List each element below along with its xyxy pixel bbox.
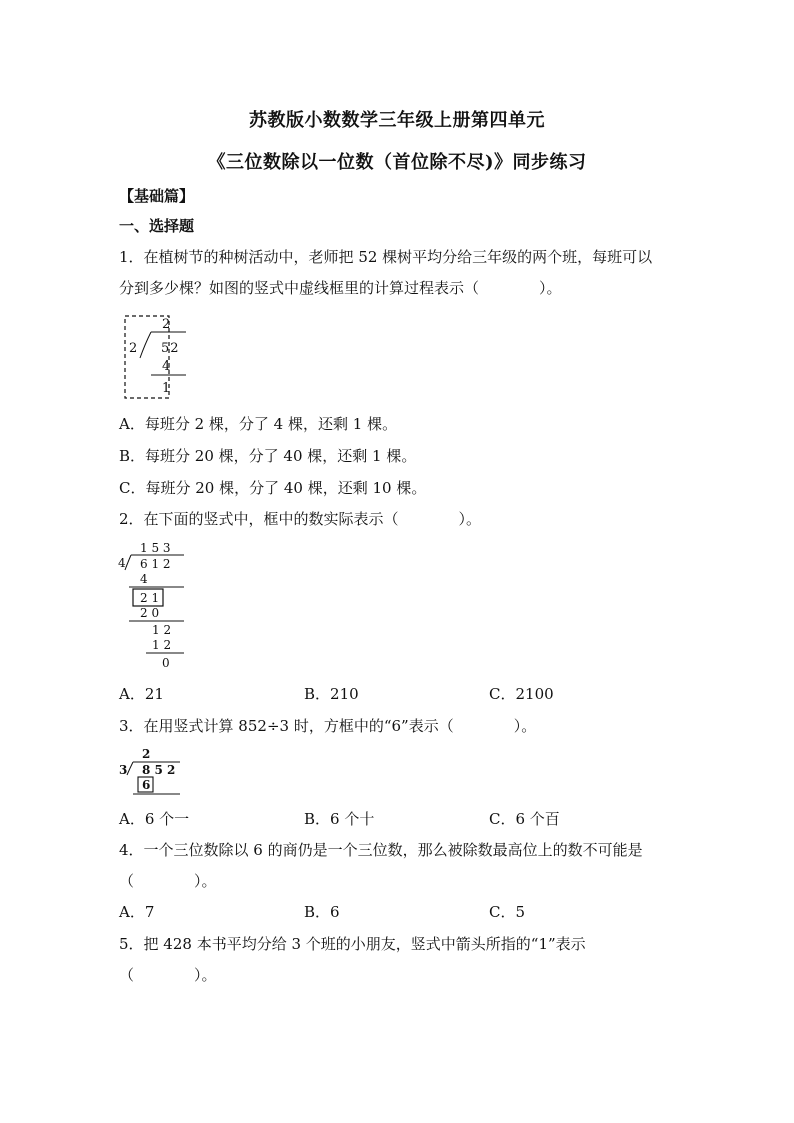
question-5-line2: （ ）。 xyxy=(119,966,217,984)
q2-step2: 2 0 xyxy=(140,606,160,620)
section-label: 【基础篇】 xyxy=(119,187,195,205)
question-3-option-a: A．6 个一 xyxy=(119,810,190,828)
q1-quotient: 2 xyxy=(162,317,171,332)
q1-product: 4 xyxy=(162,359,171,374)
q2-step1: 4 xyxy=(140,572,148,586)
question-3-line1: 3．在用竖式计算 852÷3 时，方框中的“6”表示（ ）。 xyxy=(119,717,537,735)
question-2-line1: 2．在下面的竖式中，框中的数实际表示（ ）。 xyxy=(119,510,482,528)
page-title-line1: 苏教版小数数学三年级上册第四单元 xyxy=(249,110,545,131)
question-2-option-a: A．21 xyxy=(119,685,164,703)
q3-quotient: 2 xyxy=(142,747,151,761)
q2-dividend: 6 1 2 xyxy=(140,557,171,571)
question-1-option-c: C．每班分 20 棵，分了 40 棵，还剩 10 棵。 xyxy=(119,479,427,497)
q2-step3: 1 2 xyxy=(152,623,172,637)
q2-step4: 1 2 xyxy=(152,638,172,652)
question-2-long-division-figure xyxy=(116,538,196,674)
q3-boxed-number: 6 xyxy=(142,778,151,792)
q2-bracket xyxy=(125,555,131,570)
question-3-option-c: C．6 个百 xyxy=(489,810,560,828)
question-1-line2: 分到多少棵？如图的竖式中虚线框里的计算过程表示（ ）。 xyxy=(119,279,562,297)
q1-remainder: 1 xyxy=(162,381,171,396)
q1-bracket xyxy=(140,332,151,358)
question-3-option-b: B．6 个十 xyxy=(304,810,375,828)
question-1-line1: 1．在植树节的种树活动中，老师把 52 棵树平均分给三年级的两个班，每班可以 xyxy=(119,248,653,266)
q1-divisor: 2 xyxy=(129,341,138,356)
question-4-option-c: C．5 xyxy=(489,903,526,921)
question-1-option-a: A．每班分 2 棵，分了 4 棵，还剩 1 棵。 xyxy=(119,415,398,433)
q1-dividend: 52 xyxy=(161,341,180,356)
q3-divisor: 3 xyxy=(119,763,128,777)
question-1-long-division-figure xyxy=(120,308,200,404)
q2-boxed-number: 2 1 xyxy=(140,591,160,605)
question-3-long-division-figure xyxy=(116,744,186,798)
part-label: 一、选择题 xyxy=(119,217,195,235)
q2-divisor: 4 xyxy=(118,556,126,570)
q3-bracket xyxy=(127,762,133,775)
question-2-option-b: B．210 xyxy=(304,685,359,703)
page-title-line2: 《三位数除以一位数（首位除不尽)》同步练习 xyxy=(207,152,587,173)
question-1-option-b: B．每班分 20 棵，分了 40 棵，还剩 1 棵。 xyxy=(119,447,417,465)
question-5-line1: 5．把 428 本书平均分给 3 个班的小朋友，竖式中箭头所指的“1”表示 xyxy=(119,935,586,953)
q2-final: 0 xyxy=(162,656,170,670)
question-4-line2: （ ）。 xyxy=(119,872,217,890)
q2-quotient: 1 5 3 xyxy=(140,541,171,555)
question-4-line1: 4．一个三位数除以 6 的商仍是一个三位数，那么被除数最高位上的数不可能是 xyxy=(119,841,643,859)
q3-dividend: 8 5 2 xyxy=(142,763,176,777)
question-4-option-a: A．7 xyxy=(119,903,155,921)
question-2-option-c: C．2100 xyxy=(489,685,554,703)
question-4-option-b: B．6 xyxy=(304,903,340,921)
